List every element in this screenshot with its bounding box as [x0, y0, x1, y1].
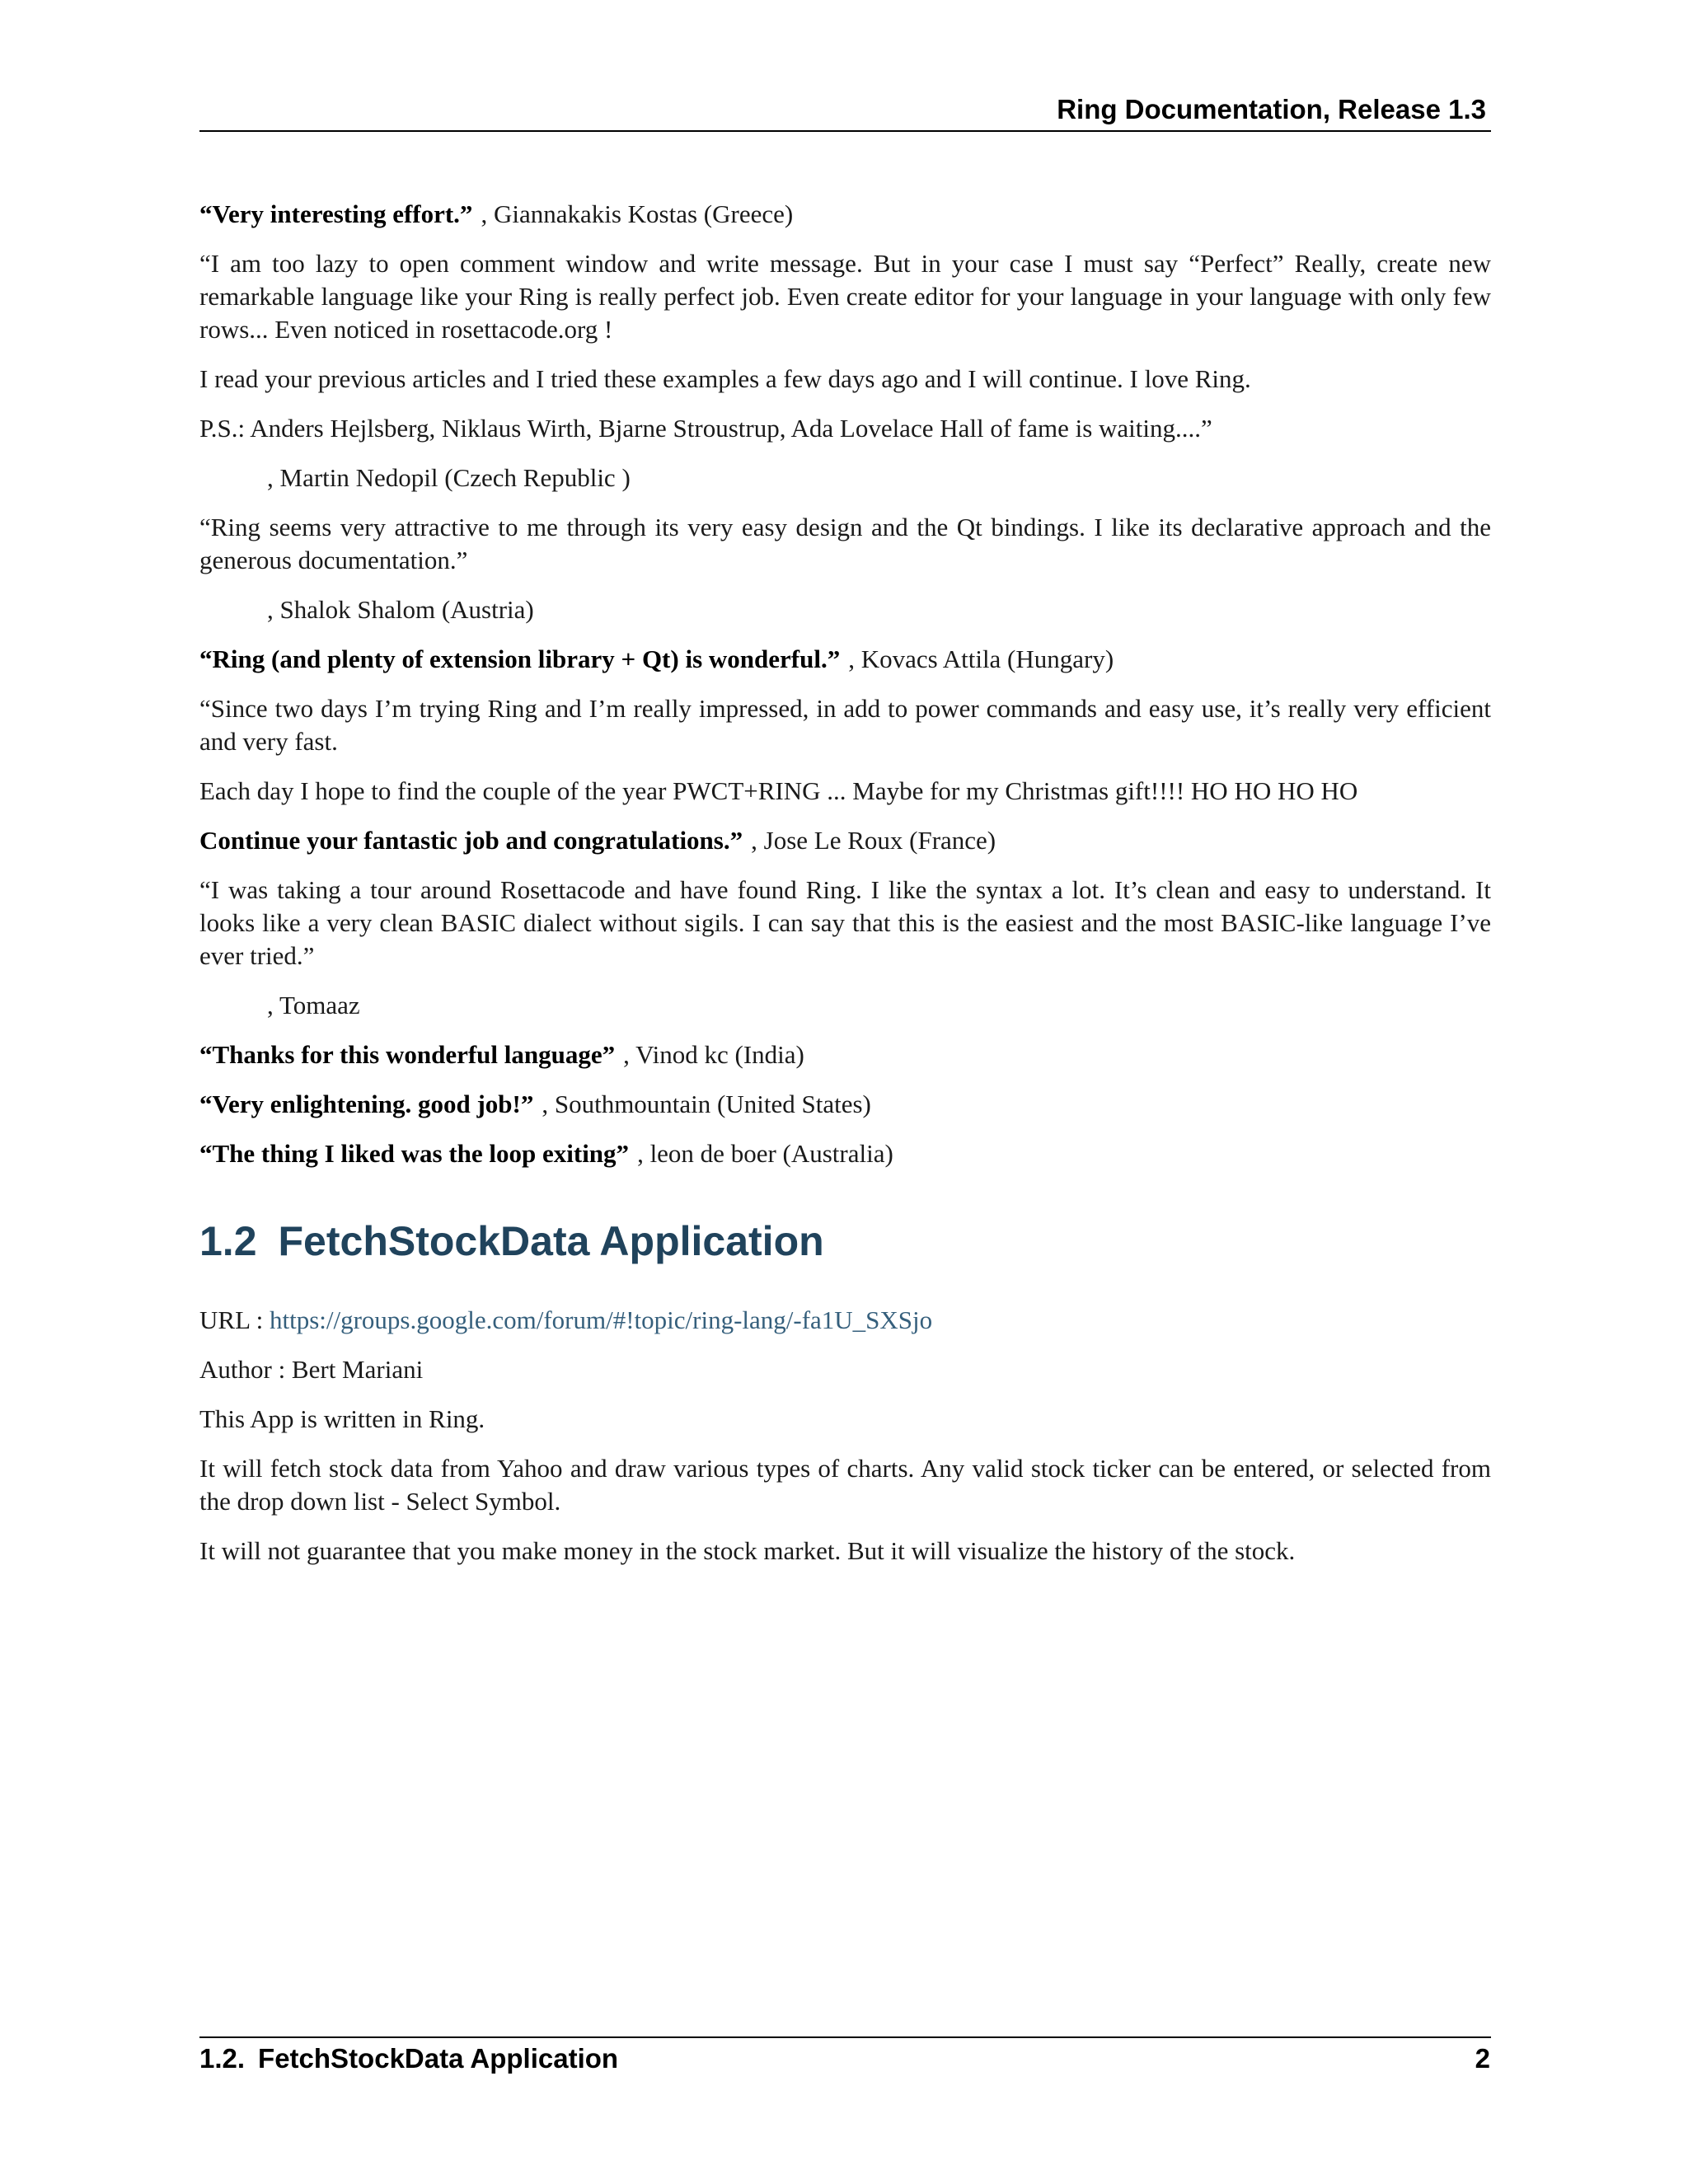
forum-link[interactable]: https://groups.google.com/forum/#!topic/ring-lang/-fa1U_SXSjo	[269, 1305, 933, 1334]
testimonial-paragraph: I read your previous articles and I tried these examples a few days ago and I will continue. I love Ring.	[199, 364, 1251, 393]
testimonial-paragraph: “I am too lazy to open comment window and write message. But in your case I must say “Perfect” Really, create new remarkable language like your Ring is really perfect job. Even create editor for your language in your language with only few rows... Even noticed in rosettacode.org !	[199, 249, 1491, 344]
running-header: Ring Documentation, Release 1.3	[1057, 94, 1486, 124]
testimonial-author: , Tomaaz	[267, 991, 360, 1019]
page-number: 2	[1475, 2043, 1490, 2074]
testimonial	[199, 643, 1491, 676]
testimonial-paragraph: Each day I hope to find the couple of the year PWCT+RING ... Maybe for my Christmas gift!!!! HO HO HO HO	[199, 776, 1358, 805]
header-rule	[199, 130, 1491, 132]
testimonial	[199, 1038, 1491, 1071]
footer-section-title: FetchStockData Application	[258, 2043, 619, 2074]
testimonial-quote: Continue your fantastic job and congratulations.”	[199, 826, 743, 855]
testimonial-quote: “Thanks for this wonderful language”	[199, 1040, 616, 1069]
testimonial-author: , leon de boer (Australia)	[637, 1139, 893, 1168]
url-label: URL :	[199, 1305, 270, 1334]
testimonial-author: , Vinod kc (India)	[623, 1040, 804, 1069]
author-line: Author : Bert Mariani	[199, 1355, 424, 1384]
testimonial-author: , Shalok Shalom (Austria)	[267, 595, 534, 624]
section-heading	[199, 1216, 1491, 1266]
section-title: FetchStockData Application	[278, 1218, 824, 1264]
testimonial-quote: “The thing I liked was the loop exiting”	[199, 1139, 630, 1168]
testimonial-author: , Kovacs Attila (Hungary)	[848, 644, 1114, 673]
testimonial-author: , Giannakakis Kostas (Greece)	[481, 199, 794, 228]
testimonial-paragraph: P.S.: Anders Hejlsberg, Niklaus Wirth, Bjarne Stroustrup, Ada Lovelace Hall of fame is waiting....”	[199, 414, 1212, 443]
testimonial-author: , Jose Le Roux (France)	[751, 826, 996, 855]
testimonial	[199, 1088, 1491, 1121]
testimonial	[199, 198, 1491, 231]
testimonial-paragraph: “I was taking a tour around Rosettacode and have found Ring. I like the syntax a lot. It’s clean and easy to understand. It looks like a very clean BASIC dialect without sigils. I can say that this is the easiest and the most BASIC-like language I’ve ever tried.”	[199, 875, 1491, 970]
running-footer	[199, 2043, 618, 2074]
testimonial-paragraph: “Since two days I’m trying Ring and I’m really impressed, in add to power commands and easy use, it’s really very efficient and very fast.	[199, 694, 1491, 756]
testimonial	[199, 824, 1491, 857]
body-paragraph: It will not guarantee that you make money in the stock market. But it will visualize the history of the stock.	[199, 1536, 1296, 1565]
testimonial-author: , Martin Nedopil (Czech Republic )	[267, 463, 631, 492]
footer-section-number: 1.2.	[199, 2043, 246, 2074]
body-paragraph: This App is written in Ring.	[199, 1404, 485, 1433]
testimonial-quote: “Ring (and plenty of extension library + Qt) is wonderful.”	[199, 644, 841, 673]
body-paragraph: It will fetch stock data from Yahoo and draw various types of charts. Any valid stock ticker can be entered, or selected from the drop down list - Select Symbol.	[199, 1454, 1491, 1516]
testimonial-author: , Southmountain (United States)	[542, 1090, 871, 1118]
testimonial-quote: “Very enlightening. good job!”	[199, 1090, 534, 1118]
footer-rule	[199, 2036, 1491, 2038]
section-number: 1.2	[199, 1218, 257, 1264]
url-line	[199, 1304, 1491, 1337]
testimonial-paragraph: “Ring seems very attractive to me through its very easy design and the Qt bindings. I like its declarative approach and the generous documentation.”	[199, 513, 1491, 574]
testimonial	[199, 1137, 1491, 1170]
testimonial-quote: “Very interesting effort.”	[199, 199, 473, 228]
page-body	[199, 198, 1491, 1584]
